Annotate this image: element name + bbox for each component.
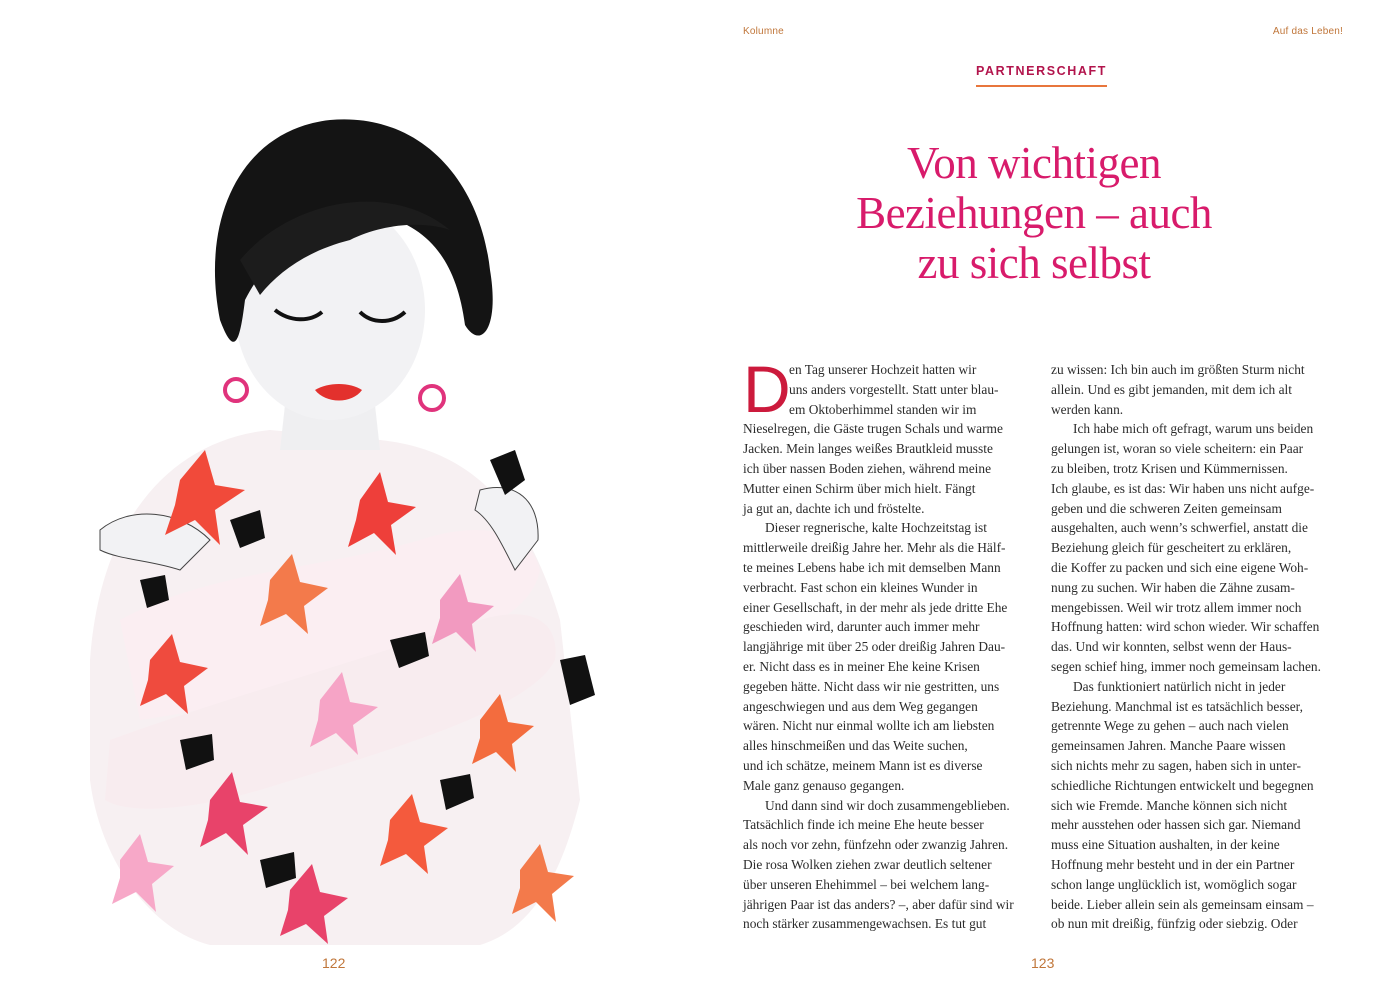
text-line: schon lange unglücklich ist, womöglich sogar bbox=[1051, 876, 1297, 892]
text-line: er. Nicht dass es in meiner Ehe keine Krisen bbox=[743, 658, 980, 674]
text-line: allein. Und es gibt jemanden, mit dem ich alt bbox=[1051, 381, 1292, 397]
text-line: gemeinsamen Jahren. Manche Paare wissen bbox=[1051, 738, 1286, 754]
text-line: Dieser regnerische, kalte Hochzeitstag ist bbox=[765, 520, 987, 536]
text-line: ob nun mit dreißig, fünfzig oder siebzig. Oder bbox=[1051, 916, 1298, 932]
text-line: Das funktioniert natürlich nicht in jeder bbox=[1073, 678, 1286, 694]
text-line: mengebissen. Weil wir trotz allem immer noch bbox=[1051, 599, 1302, 615]
text-line: angeschwiegen und aus dem Weg gegangen bbox=[743, 698, 978, 714]
text-line: Ich habe mich oft gefragt, warum uns beiden bbox=[1073, 421, 1314, 437]
right-earring bbox=[420, 386, 444, 410]
text-line: das. Und wir konnten, selbst wenn der Haus- bbox=[1051, 639, 1292, 655]
text-line: beide. Lieber allein sein als gemeinsam einsam – bbox=[1051, 896, 1314, 912]
text-line: Male ganz genauso gegangen. bbox=[743, 777, 905, 793]
text-line: Beziehung gleich für gescheitert zu erklären, bbox=[1051, 540, 1292, 556]
text-line: sich nichts mehr zu sagen, haben sich in unter- bbox=[1051, 757, 1301, 773]
text-line: ich über nassen Boden ziehen, während meine bbox=[743, 460, 992, 476]
text-line: Nieselregen, die Gäste trugen Schals und warme bbox=[743, 421, 1003, 437]
text-line: alles hinschmeißen und das Weite suchen, bbox=[743, 738, 968, 754]
text-line: mehr ausstehen oder hassen sich gar. Niemand bbox=[1051, 817, 1301, 833]
text-line: Hoffnung hatten: wird schon wieder. Wir schaffen bbox=[1051, 619, 1320, 635]
text-line: geschieden wird, darunter auch immer mehr bbox=[743, 619, 980, 635]
text-line: jährigen Paar ist das anders? –, aber dafür sind wir bbox=[743, 896, 1014, 912]
text-line: als noch vor zehn, fünfzehn oder zwanzig Jahren. bbox=[743, 837, 1009, 853]
text-line: gegeben hätte. Nicht dass wir nie gestritten, uns bbox=[743, 678, 1000, 694]
text-line: Beziehung. Manchmal ist es tatsächlich besser, bbox=[1051, 698, 1303, 714]
text-line: Mutter einen Schirm über mich hielt. Fängt bbox=[743, 480, 976, 496]
text-line: und ich schätze, meinem Mann ist es diverse bbox=[743, 757, 983, 773]
page-number-left: 122 bbox=[322, 955, 346, 971]
text-line: sich wie Fremde. Manche können sich nicht bbox=[1051, 797, 1288, 813]
text-line: uns anders vorgestellt. Statt unter blau- bbox=[789, 381, 999, 397]
text-line: Hoffnung mehr besteht und in der ein Partner bbox=[1051, 856, 1295, 872]
text-line: segen schief hing, immer noch gemeinsam lachen. bbox=[1051, 658, 1321, 674]
text-line: die Koffer zu packen und sich eine eigene Woh- bbox=[1051, 559, 1309, 575]
woman-hugging-herself-illustration bbox=[60, 100, 620, 950]
text-line: Und dann sind wir doch zusammengeblieben. bbox=[765, 797, 1010, 813]
text-line: mittlerweile dreißig Jahre her. Mehr als die Hälf- bbox=[743, 540, 1006, 556]
text-column-2 bbox=[1051, 360, 1345, 934]
running-head-series: Auf das Leben! bbox=[1272, 26, 1343, 37]
text-line: über unseren Ehehimmel – bei welchem lang- bbox=[743, 876, 990, 892]
text-line: muss eine Situation aushalten, in der keine bbox=[1051, 837, 1280, 853]
text-line: ausgehalten, auch wenn’s schwerfiel, anstatt die bbox=[1051, 520, 1308, 536]
text-line: gelungen ist, woran so viele scheitern: ein Paar bbox=[1051, 441, 1304, 457]
text-line: getrennte Wege zu gehen – auch nach vielen bbox=[1051, 718, 1289, 734]
text-line: Jacken. Mein langes weißes Brautkleid musste bbox=[743, 441, 993, 457]
text-column-1 bbox=[743, 352, 1029, 934]
text-line: ja gut an, dachte ich und fröstelte. bbox=[743, 500, 925, 516]
headline-line: Von wichtigen bbox=[907, 138, 1161, 188]
text-line: wären. Nicht nur einmal wollte ich am liebsten bbox=[743, 718, 995, 734]
text-line: verbracht. Fast schon ein kleines Wunder in bbox=[743, 579, 978, 595]
text-line: schiedliche Richtungen entwickelt und begegnen bbox=[1051, 777, 1314, 793]
text-line: einer Gesellschaft, in der mehr als jede dritte Ehe bbox=[743, 599, 1008, 615]
text-line: zu bleiben, trotz Krisen und Kümmernissen. bbox=[1051, 460, 1288, 476]
article-headline bbox=[689, 138, 1379, 288]
text-line: geben und die schweren Zeiten gemeinsam bbox=[1051, 500, 1282, 516]
right-page bbox=[689, 0, 1379, 1000]
text-line: te meines Lebens habe ich mit demselben Mann bbox=[743, 559, 1001, 575]
left-earring bbox=[225, 379, 247, 401]
running-head-section: Kolumne bbox=[743, 26, 784, 37]
text-line: Tatsächlich finde ich meine Ehe heute besser bbox=[743, 817, 984, 833]
text-line: langjährige mit über 25 oder dreißig Jahren Dau- bbox=[743, 639, 1006, 655]
text-line: em Oktoberhimmel standen wir im bbox=[789, 401, 977, 417]
headline-line: Beziehungen – auch bbox=[856, 188, 1212, 238]
text-line: Ich glaube, es ist das: Wir haben uns nicht aufge- bbox=[1051, 480, 1315, 496]
text-line: zu wissen: Ich bin auch im größten Sturm nicht bbox=[1051, 362, 1305, 377]
drop-cap: D bbox=[743, 352, 791, 426]
text-line: werden kann. bbox=[1051, 401, 1124, 417]
left-page bbox=[0, 0, 689, 1000]
text-line: en Tag unserer Hochzeit hatten wir bbox=[789, 362, 977, 377]
text-line: noch stärker zusammengewachsen. Es tut gut bbox=[743, 916, 987, 932]
text-line: Die rosa Wolken ziehen zwar deutlich seltener bbox=[743, 856, 992, 872]
headline-line: zu sich selbst bbox=[917, 238, 1151, 288]
page-number-right: 123 bbox=[1031, 955, 1055, 971]
text-line: nung zu suchen. Wir haben die Zähne zusam- bbox=[1051, 579, 1295, 595]
article-kicker: PARTNERSCHAFT bbox=[976, 64, 1107, 87]
